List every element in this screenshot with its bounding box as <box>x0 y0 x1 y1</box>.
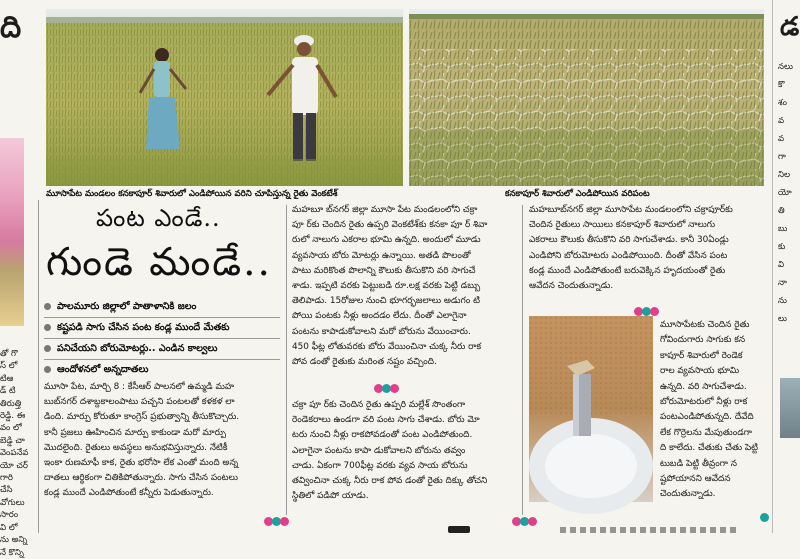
column-rule-left <box>38 200 39 533</box>
article-column-2-top <box>292 203 518 375</box>
next-article-strip <box>440 524 770 533</box>
bullet-dot-icon <box>44 324 51 331</box>
article-paragraph: మూసాపేటకు చెందిన రైతు గోవిందుగారు సాగుకు కన కాపూర్ శివారులో రెండెక రాల వ్యవసాయ భూమి ఉన్నది. వరి సాగుచేశాడు. బోరుమోటరులో నీళ్లు రాక పంటఎండిపోతున్నది. దేవేది లేక గొర్రెలను మేపుతుండగా ది కాలేదు. చేతుకు చేతు పెట్టి టుబడి పెట్టి తీవ్రంగా న ష్టపోయానని ఆవేదన చెందుతున్నాడు. <box>660 320 758 500</box>
right-margin-rule <box>772 0 773 533</box>
article-paragraph: మూసా పేట, మార్చి 8 : కేసీఆర్ పాలనలో ఉమ్మడి మహ బుబ్‌నగర్ దశాబ్దకాలంపాటు పచ్చని పంటలతో కళకళ లా డింది. మార్పు కోరుతూ కాంగ్రెస్ ప్రభుత్వాన్ని తీసుకొచ్చారు. కానీ ప్రజలు ఊహించిన మార్పు కాకుండా మరో మార్పు మొదలైంది. రైతులు అవస్థలు అనుభవిస్తున్నారు. నేటికీ ఇంకా రుణమాఫీ కాక, రైతు భరోసా లేక ఎంతో మంది అన్న దాతలు ఆర్థికంగా చితికిపోతున్నారు. సాగు చేసిన పంటలు కండ్ల ముందే ఎండిపోతుంటే కన్నీరు పెడుతున్నారు. <box>44 382 240 499</box>
farmers-photo-caption: మూసాపేట మండలం కనకాపూర్ శివారులో ఎండిపోయిన వరిని చూపిస్తున్న రైతు వెంకటేశ్ <box>46 189 338 199</box>
left-margin-strip <box>0 0 32 558</box>
column-rule-middle <box>286 205 287 515</box>
bullet-text: పనిచేయని బోరుమోటర్లు.. ఎండిన కాల్వలు <box>57 343 218 354</box>
bullet-dot-icon <box>44 366 51 373</box>
bullet-separator <box>44 317 280 318</box>
bullet-text: పాలమూరు జిల్లాలో పాతాళానికి జలం <box>57 301 197 312</box>
dried-field-photo-caption: కనకాపూర్ శివారులో ఎండిపోయిన వరిపంట <box>505 189 650 199</box>
bullet-dot-icon <box>44 303 51 310</box>
right-margin-strip <box>772 0 800 533</box>
article-column-2-bottom <box>292 398 518 510</box>
article-paragraph: చక్రా పూ ర్‌కు చెందిన రైతు ఉప్పరి మల్లేశ్ సొంతంగా రెండెకరాలు ఉండగా వరి పంట సాగు చేశాడు. బోరు మో టరు నుంచి నీళ్లు రాకపోవడంతో పంట ఎండిపోతుంది. ఎలాగైనా పంటను కాపా డుకోవాలని బోరును తవ్వం చాడు. ఏకంగా 700ఫీట్ల వరకు వ్యవ సాయ బోరును తవ్వించినా చుక్క నీరు రాక పోవ డంతో రైతు దిక్కు తోచని స్థితిలో పడిపో యాడు. <box>292 400 488 502</box>
dried-field-photo <box>409 9 764 186</box>
borewell-photo-image <box>529 316 653 502</box>
bullet-dot-icon <box>44 345 51 352</box>
right-margin-photo <box>780 378 800 438</box>
article-column-3-top <box>529 203 767 307</box>
left-margin-text: తో గొ స్ లో టిఆ డ్ టి తిరుత్తి రెడ్డి. ఈ వం లో బెడ్డి చా వెంపనేవ యో చర్ గారి చేసి వోగులు సారం వి లో ను అన్ని నే కొన్ని <box>0 349 29 558</box>
farmers-photo <box>46 9 403 186</box>
column-rule-right <box>522 205 523 515</box>
bullet-item-2 <box>44 321 229 334</box>
dried-field-photo-image <box>409 9 764 186</box>
headline-large: గుండె మండే.. <box>46 240 272 285</box>
right-margin-glyph: డ <box>780 12 800 42</box>
ornament-divider <box>374 383 408 395</box>
borewell-photo <box>529 316 653 502</box>
article-paragraph: మహబూ బ్‌నగర్ జిల్లా మూసా పేట మండలంలోని చక్రా పూ ర్‌కు చెందిన రైతు ఉప్పరి వెంకటేశ్‌కు కనకా పూ ర్ శివా రులో నాలుగు ఎకరాల భూమి ఉన్నది. అందులో మూడు వ్యవసాయ బోరు మోటర్లు ఉన్నాయి. అతడి పొలంతో పాటు మరికొంత పొలాన్ని కౌలుకు తీసుకొని వరి సాగుచే శాడు. ఇప్పటి వరకు పెట్టుబడి రూ.లక్ష వరకు పెట్టి డబ్బు తెలిపాడు. 15రోజుల నుంచి భూగర్భజలాలు అడుగం టి పోయి పంటకు నీళ్లు అందడం లేదు. దీంతో ఎలాగైనా పంటను కాపాడుకోవాలని మరో బోరును వేయించారు. 450 ఫీట్ల లోతువరకు బోరు వేయించినా చుక్క నీరు రాక పోవ డంతో రైతుకు మరింత నష్టం వచ్చింది. <box>292 205 488 368</box>
article-paragraph: మహబూబ్‌నగర్ జిల్లా మూసాపేట మండలంలోని చక్రాపూర్‌కు చెందిన రైతులు సాయిలు కనకాపూర్ శివారులో నాలుగు ఎకరాలు కౌలుకు తీసుకొని వరి సాగుచేశాడు. కానీ 30ఏండ్లు ఎండిపోని బోరుమోటరు ఎండిపోయింది. దీంతో వేసిన పంట కండ్ల ముందే ఎండిపోతుంటే బరువెక్కిన హృదయంతో రైతు ఆవేదన చెందుతున్నాడు. <box>529 205 733 292</box>
article-column-3-bottom <box>660 318 768 508</box>
bullet-text: కష్టపడి సాగు చేసిన పంట కండ్ల ముందే మేతకు <box>57 322 230 333</box>
left-margin-photo <box>0 138 24 326</box>
farmers-photo-image <box>46 9 403 186</box>
bullet-separator <box>44 338 280 339</box>
headline-small: పంట ఎండే.. <box>96 204 221 232</box>
bullet-item-3 <box>44 342 217 355</box>
bullet-text: ఆందోళనలో అన్నదాతలు <box>57 364 149 375</box>
ornament-divider <box>760 512 794 524</box>
article-column-1 <box>44 380 282 510</box>
bullet-separator <box>44 359 280 360</box>
bullet-item-1 <box>44 300 196 313</box>
bullet-item-4 <box>44 363 148 376</box>
right-margin-text: నలు కొ శం వ వ గా నిల యో తి బు కు వి నా ను లు <box>778 62 793 324</box>
left-margin-glyph: ది <box>0 10 22 45</box>
ornament-divider <box>264 516 298 528</box>
